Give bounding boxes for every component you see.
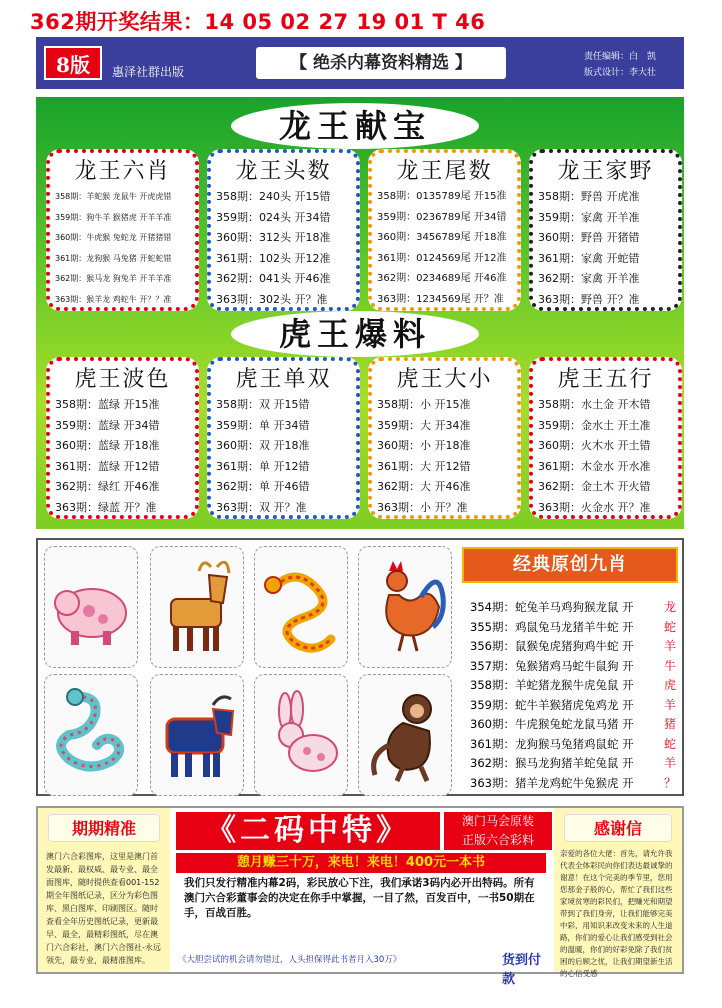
center-column bbox=[172, 808, 552, 987]
promo-footline: 《大胆尝试的机会请勿错过，人头担保得此书者月入30万》 bbox=[178, 955, 402, 965]
card-row: 363期：小 开？准 bbox=[377, 500, 468, 514]
card-title: 龙王六肖 bbox=[74, 159, 171, 184]
earn-banner: 憩月赚三十万，来电！来电！400元一本书 bbox=[176, 853, 546, 873]
card-row: 362期：猴马龙 狗兔羊 开羊羊准 bbox=[55, 274, 172, 283]
card-row: 361期：木金水 开水准 bbox=[538, 459, 651, 473]
left-title: 期期精准 bbox=[48, 814, 160, 842]
card-row: 363期：绿蓝 开？准 bbox=[55, 500, 157, 514]
card-row: 363期：302头 开？准 bbox=[216, 292, 328, 306]
card-row: 358期：蓝绿 开15准 bbox=[55, 398, 160, 411]
card-dragon-head-number bbox=[207, 149, 360, 311]
card-row: 362期：家禽 开羊准 bbox=[538, 272, 640, 285]
list-item bbox=[470, 676, 680, 696]
list-item bbox=[470, 715, 680, 735]
classic-text: 355期：鸡鼠兔马龙猪羊牛蛇 开 bbox=[470, 619, 634, 634]
card-row: 358期：野兽 开虎准 bbox=[538, 190, 640, 203]
card-row: 358期：水土金 开木错 bbox=[538, 398, 651, 411]
card-tiger-wave-color bbox=[46, 357, 199, 519]
card-row: 363期：双 开？准 bbox=[216, 500, 307, 514]
classic-result: 虎 bbox=[663, 678, 676, 692]
card-tiger-five-elements bbox=[529, 357, 682, 519]
card-row: 359期：蓝绿 开34错 bbox=[55, 418, 160, 432]
list-item bbox=[470, 696, 680, 716]
card-row: 360期：蓝绿 开18准 bbox=[55, 439, 160, 452]
card-row: 361期：大 开12错 bbox=[377, 459, 471, 473]
monkey-icon bbox=[358, 674, 452, 796]
two-code-title: 《二码中特》 bbox=[176, 812, 440, 850]
card-row: 360期：3456789尾 开18准 bbox=[377, 232, 507, 243]
designer-credit: 版式设计：李大壮 bbox=[584, 68, 657, 78]
classic-text: 358期：羊蛇猪龙猴牛虎兔鼠 开 bbox=[470, 678, 634, 692]
snake-icon bbox=[44, 674, 138, 796]
classic-nine-zodiac-title: 经典原创九肖 bbox=[462, 547, 678, 583]
promo-paragraph: 我们只发行精准内幕2码，彩民放心下注，我们承诺3码内必开出特码。所有澳门六合彩董事会的决定在你手中掌握，一目了然，百发百中，一书50期在手，百战百胜。 bbox=[184, 877, 535, 919]
header-title: 【 绝杀内幕资料精选 】 bbox=[256, 47, 506, 79]
thanks-text: 亲爱的各位大佬：首先，请允许我代表全体彩民向你们表达最诚挚的谢意！在这个完美的季节里，您用您那金子般的心，帮忙了我们这些家境贫寒的彩民们，把赚光和期望带到了我们身旁，让我们能够完美中彩，用知识来改变未来的人生道路，你们的爱心让我们感受到社会的温暖，你们的好彩免除了我们贫困的后顾之忧，让我们期望新生活的心信受感 bbox=[560, 849, 673, 978]
card-dragon-six-zodiac bbox=[46, 149, 199, 311]
card-row: 359期：单 开34错 bbox=[216, 418, 310, 432]
card-row: 362期：金土木 开火错 bbox=[538, 480, 651, 493]
classic-text: 359期：蛇牛羊猴猪虎兔鸡龙 开 bbox=[470, 697, 634, 712]
card-tiger-big-small bbox=[368, 357, 521, 519]
card-row: 358期：羊蛇猴 龙鼠牛 开虎虎错 bbox=[55, 192, 172, 201]
card-row: 363期：火金水 开？准 bbox=[538, 500, 651, 514]
card-row: 360期：火木水 开土错 bbox=[538, 439, 651, 452]
pig-icon bbox=[44, 546, 138, 668]
classic-text: 363期：猪羊龙鸡蛇牛兔猴虎 开 bbox=[470, 775, 634, 790]
classic-result: 龙 bbox=[663, 600, 676, 614]
list-item bbox=[470, 618, 680, 638]
card-row: 360期：牛虎猴 兔蛇龙 开猪猪错 bbox=[55, 233, 172, 242]
card-title: 虎王波色 bbox=[74, 367, 171, 392]
publisher-label: 惠泽社群出版 bbox=[112, 65, 185, 79]
card-title: 虎王五行 bbox=[557, 367, 654, 392]
card-row: 362期：单 开46错 bbox=[216, 480, 310, 493]
classic-text: 354期：蛇兔羊马鸡狗猴龙鼠 开 bbox=[470, 600, 634, 614]
thanks-title: 感谢信 bbox=[564, 814, 672, 842]
draw-result-headline: 362期开奖结果：14 05 02 27 19 01 T 46 bbox=[30, 10, 486, 34]
banner-tiger-king: 虎王爆料 bbox=[231, 311, 479, 357]
card-row: 361期：0124569尾 开12准 bbox=[377, 252, 507, 264]
rabbit-icon bbox=[254, 674, 348, 796]
card-row: 361期：龙狗猴 马兔猪 开蛇蛇错 bbox=[55, 253, 172, 263]
card-row: 363期：猴羊龙 鸡蛇牛 开？？准 bbox=[55, 294, 172, 304]
dragon-icon bbox=[254, 546, 348, 668]
classic-result: ？ bbox=[663, 775, 676, 790]
card-row: 362期：大 开46准 bbox=[377, 480, 471, 493]
list-item bbox=[470, 637, 680, 657]
credits bbox=[584, 49, 656, 81]
card-row: 359期：0236789尾 开34错 bbox=[377, 211, 507, 223]
classic-text: 360期：牛虎猴兔蛇龙鼠马猪 开 bbox=[470, 717, 634, 731]
card-row: 358期：小 开15准 bbox=[377, 398, 471, 411]
card-row: 358期：0135789尾 开15准 bbox=[377, 191, 507, 202]
list-item bbox=[470, 774, 680, 794]
classic-result: 羊 bbox=[663, 697, 676, 712]
card-title: 龙王尾数 bbox=[396, 159, 493, 184]
card-row: 361期：102头 开12准 bbox=[216, 251, 331, 265]
classic-text: 357期：兔猴猪鸡马蛇牛鼠狗 开 bbox=[470, 658, 634, 673]
card-title: 虎王单双 bbox=[235, 367, 332, 392]
card-row: 360期：小 开18准 bbox=[377, 439, 471, 452]
edition-badge: 8版 bbox=[44, 46, 102, 80]
card-row: 360期：312头 开18准 bbox=[216, 231, 331, 244]
classic-result: 羊 bbox=[663, 639, 676, 653]
card-row: 361期：单 开12错 bbox=[216, 459, 310, 473]
card-row: 360期：双 开18准 bbox=[216, 439, 310, 452]
classic-result: 蛇 bbox=[663, 736, 676, 751]
editor-credit: 责任编辑：白 凯 bbox=[584, 52, 657, 62]
prediction-section bbox=[36, 97, 684, 529]
card-row: 361期：家禽 开蛇错 bbox=[538, 251, 640, 265]
card-row: 363期：野兽 开？准 bbox=[538, 292, 640, 306]
classic-nine-zodiac-list bbox=[470, 598, 680, 793]
card-row: 363期：1234569尾 开？准 bbox=[377, 293, 504, 305]
card-row: 359期：金水土 开土准 bbox=[538, 418, 651, 432]
card-row: 358期：双 开15错 bbox=[216, 398, 310, 411]
list-item bbox=[470, 735, 680, 755]
card-row: 362期：0234689尾 开46准 bbox=[377, 273, 507, 284]
ox-icon bbox=[150, 674, 244, 796]
macau-label-1: 澳门马会原装 bbox=[444, 812, 552, 831]
card-title: 虎王大小 bbox=[396, 367, 493, 392]
card-dragon-tail-number bbox=[368, 149, 521, 311]
card-title: 龙王头数 bbox=[235, 159, 332, 184]
card-row: 362期：041头 开46准 bbox=[216, 272, 331, 285]
list-item bbox=[470, 657, 680, 677]
card-row: 359期：024头 开34错 bbox=[216, 210, 331, 224]
rooster-icon bbox=[358, 546, 452, 668]
card-row: 361期：蓝绿 开12错 bbox=[55, 459, 160, 473]
card-row: 358期：240头 开15错 bbox=[216, 190, 331, 203]
classic-text: 356期：鼠猴兔虎猪狗鸡牛蛇 开 bbox=[470, 639, 634, 653]
list-item bbox=[470, 754, 680, 774]
classic-result: 蛇 bbox=[663, 619, 676, 634]
classic-result: 羊 bbox=[663, 756, 676, 770]
banner-dragon-king: 龙王献宝 bbox=[231, 103, 479, 149]
left-column bbox=[38, 808, 170, 972]
card-row: 359期：大 开34准 bbox=[377, 418, 471, 432]
classic-result: 猪 bbox=[663, 717, 676, 731]
card-tiger-odd-even bbox=[207, 357, 360, 519]
page-header bbox=[36, 37, 684, 89]
goat-icon bbox=[150, 546, 244, 668]
bottom-ad-section bbox=[36, 806, 684, 987]
classic-text: 362期：猴马龙狗猪羊蛇兔鼠 开 bbox=[470, 756, 634, 770]
card-title: 龙王家野 bbox=[557, 159, 654, 184]
classic-text: 361期：龙狗猴马兔猪鸡鼠蛇 开 bbox=[470, 736, 634, 751]
card-row: 359期：狗牛羊 猴猪虎 开羊羊准 bbox=[55, 212, 172, 222]
left-text: 澳门六合彩图库，这里是澳门首发最新、最权威、最专业、最全面图库，随时提供查看001-152期全年图纸记录，区分为彩色图库、黑白图库、印刷图区。随时查看全年历史图纸记录，更新最早、最全，最精彩图纸，尽在澳门六合彩社，澳门六合图社-永远领先，最专业，最精准图库。 bbox=[46, 852, 161, 965]
macau-label-2: 正版六合彩料 bbox=[444, 831, 552, 850]
cash-on-delivery: 货到付款 bbox=[502, 953, 542, 987]
list-item bbox=[470, 598, 680, 618]
zodiac-section bbox=[36, 538, 684, 796]
card-row: 362期：绿红 开46准 bbox=[55, 480, 160, 493]
card-dragon-domestic-wild bbox=[529, 149, 682, 311]
card-row: 359期：家禽 开羊准 bbox=[538, 210, 640, 224]
classic-result: 牛 bbox=[663, 658, 676, 673]
card-row: 360期：野兽 开猪错 bbox=[538, 231, 640, 244]
right-column bbox=[554, 808, 682, 978]
